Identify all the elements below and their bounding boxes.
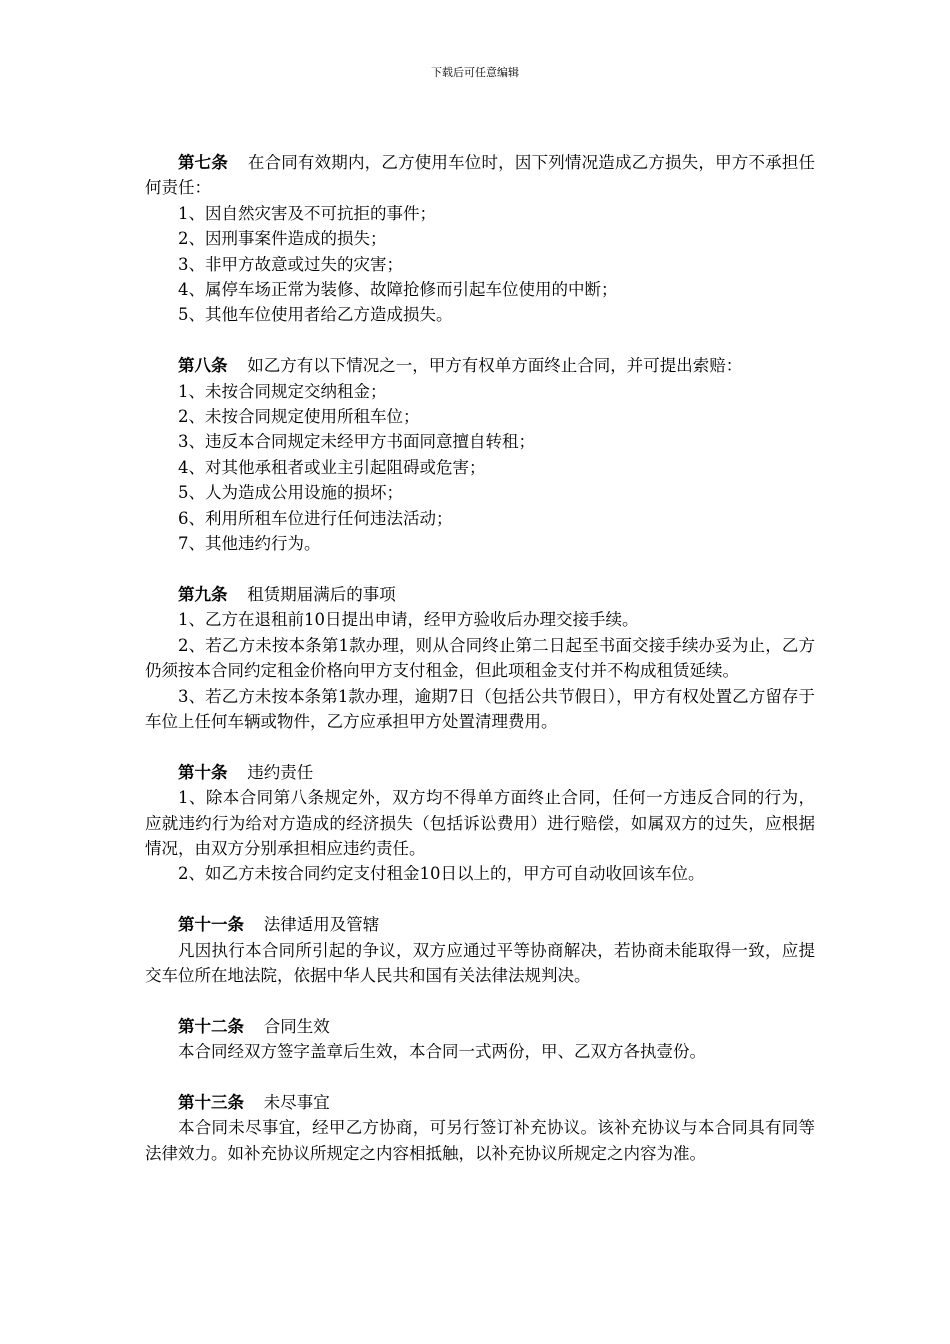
article-title: 第十一条: [178, 915, 244, 935]
article-lead: 未尽事宜: [263, 1092, 330, 1112]
article-heading-line: [145, 353, 815, 378]
article-clause: 1、乙方在退租前10日提出申请，经甲方验收后办理交接手续。: [178, 610, 639, 630]
document-body: [145, 150, 815, 1166]
article-title: 第十三条: [178, 1092, 244, 1112]
article-clause: 2、因刑事案件造成的损失；: [178, 229, 387, 249]
article-section: [145, 760, 815, 887]
article-lead: 违约责任: [247, 762, 314, 782]
article-section: [145, 912, 815, 988]
article-heading-line: [145, 1014, 815, 1039]
page-header: 下载后可任意编辑: [431, 66, 519, 79]
article-clause: 1、除本合同第八条规定外，双方均不得单方面终止合同，任何一方违反合同的行为，应就违约行为给对方造成的经济损失（包括诉讼费用）进行赔偿，如属双方的过失，应根据情况，由双方分别承担相应违约责任。: [145, 788, 815, 858]
article-heading-line: [145, 760, 815, 785]
article-lead: 如乙方有以下情况之一，甲方有权单方面终止合同，并可提出索赔：: [247, 356, 743, 376]
article-clause: 5、人为造成公用设施的损坏；: [178, 483, 403, 503]
article-title: 第十条: [178, 762, 228, 782]
article-clause: 本合同经双方签字盖章后生效，本合同一式两份，甲、乙双方各执壹份。: [178, 1042, 706, 1062]
article-title: 第八条: [178, 356, 228, 376]
article-clause: 1、未按合同规定交纳租金；: [178, 381, 387, 401]
article-clause: 7、其他违约行为。: [178, 534, 321, 554]
article-lead: 在合同有效期内，乙方使用车位时，因下列情况造成乙方损失，甲方不承担任何责任：: [145, 153, 816, 198]
article-heading-line: [145, 582, 815, 607]
article-clause: 3、若乙方未按本条第1款办理，逾期7日（包括公共节假日），甲方有权处置乙方留存于车位上任何车辆或物件，乙方应承担甲方处置清理费用。: [145, 686, 815, 731]
article-clause: 6、利用所租车位进行任何违法活动；: [178, 508, 453, 528]
article-clause: 4、对其他承租者或业主引起阻碍或危害；: [178, 457, 486, 477]
article-lead: 法律适用及管辖: [263, 915, 380, 935]
article-heading-line: [145, 150, 815, 201]
article-clause: 1、因自然灾害及不可抗拒的事件；: [178, 203, 436, 223]
article-lead: 租赁期届满后的事项: [247, 584, 396, 604]
article-clause: 5、其他车位使用者给乙方造成损失。: [178, 305, 453, 325]
article-clause: 4、属停车场正常为装修、故障抢修而引起车位使用的中断；: [178, 280, 618, 300]
article-heading-line: [145, 1090, 815, 1115]
article-clause: 2、若乙方未按本条第1款办理，则从合同终止第二日起至书面交接手续办妥为止，乙方仍须按本合同约定租金价格向甲方支付租金，但此项租金支付并不构成租赁延续。: [145, 635, 815, 681]
article-clause: 本合同未尽事宜，经甲乙方协商，可另行签订补充协议。该补充协议与本合同具有同等法律效力。如补充协议所规定之内容相抵触，以补充协议所规定之内容为准。: [145, 1118, 815, 1163]
article-heading-line: [145, 912, 815, 937]
article-title: 第十二条: [178, 1016, 244, 1036]
article-clause: 3、非甲方故意或过失的灾害；: [178, 254, 403, 274]
article-clause: 2、未按合同规定使用所租车位；: [178, 407, 420, 427]
article-clause: 凡因执行本合同所引起的争议，双方应通过平等协商解决，若协商未能取得一致，应提交车位所在地法院，依据中华人民共和国有关法律法规判决。: [145, 940, 815, 985]
article-section: [145, 150, 815, 328]
article-section: [145, 1014, 815, 1065]
article-section: [145, 353, 815, 556]
article-title: 第九条: [178, 584, 228, 604]
article-title: 第七条: [178, 153, 229, 172]
article-lead: 合同生效: [263, 1016, 330, 1036]
article-section: [145, 582, 815, 734]
article-clause: 3、违反本合同规定未经甲方书面同意擅自转租；: [178, 432, 535, 452]
article-section: [145, 1090, 815, 1166]
article-clause: 2、如乙方未按合同约定支付租金10日以上的，甲方可自动收回该车位。: [178, 864, 705, 884]
